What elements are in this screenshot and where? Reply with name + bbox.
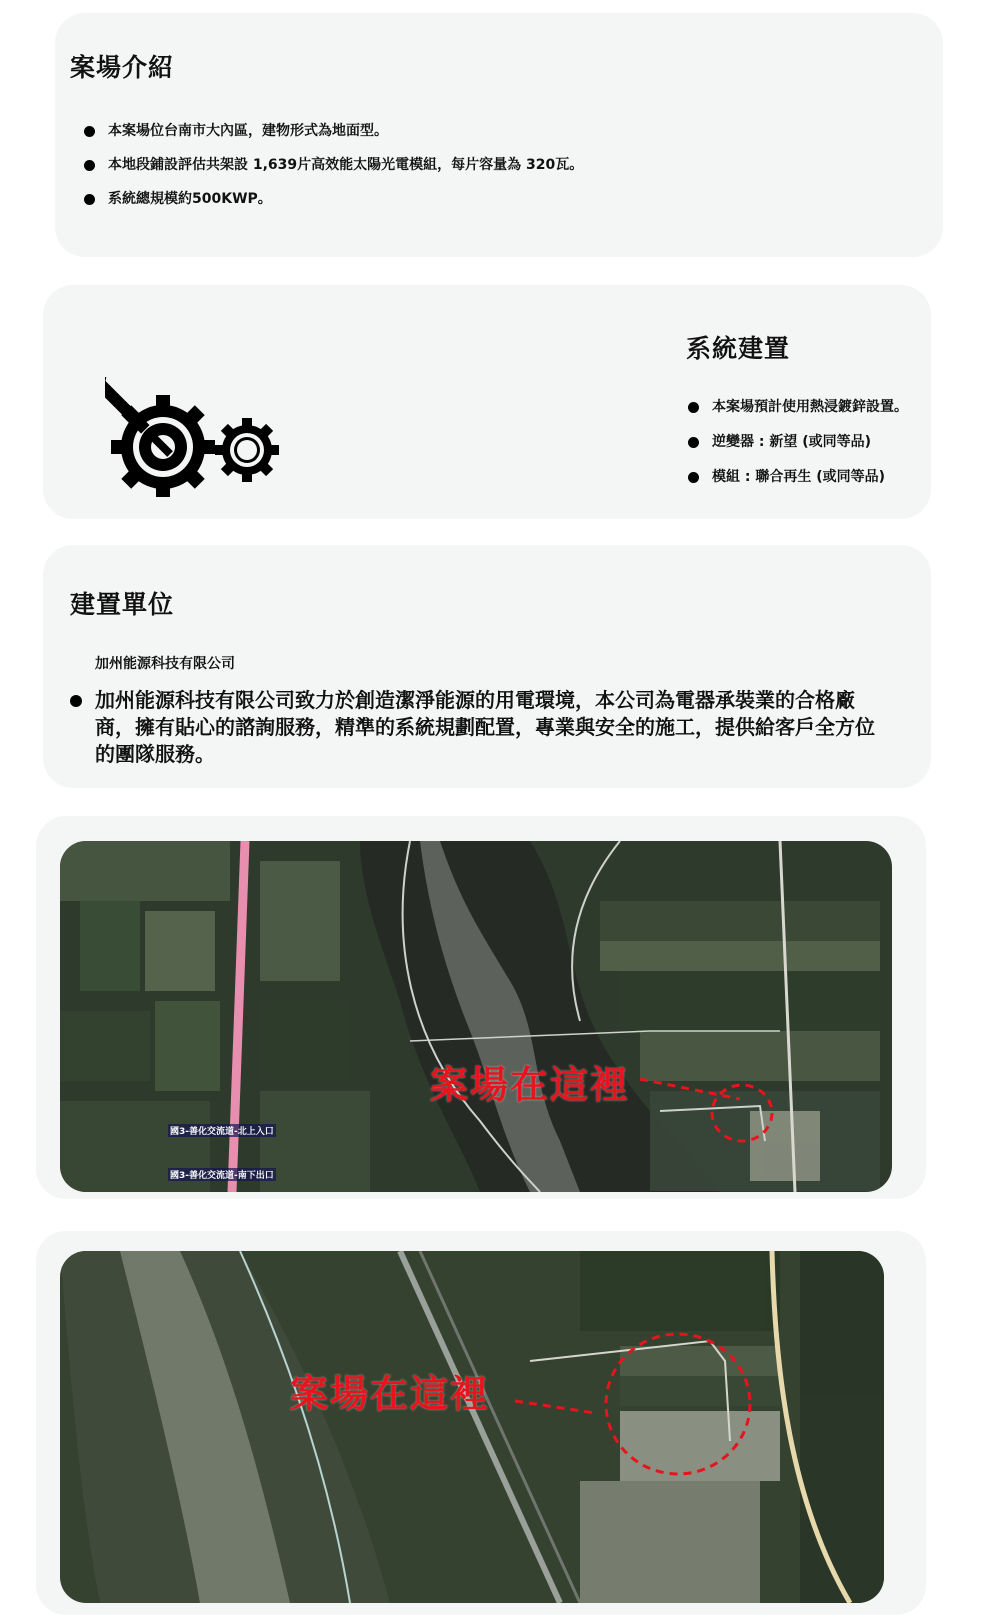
company-name: 加州能源科技有限公司 [95, 656, 235, 672]
system-title: 系統建置 [686, 334, 791, 363]
satellite-map-closeup[interactable] [60, 1251, 884, 1603]
list-item: 逆變器 : 新望 (或同等品) [688, 432, 933, 452]
intro-list [84, 121, 904, 223]
road-label: 國3-善化交流道-南下出口 [168, 1168, 276, 1181]
builder-title: 建置單位 [70, 590, 175, 619]
system-list [688, 397, 933, 502]
list-item: 加州能源科技有限公司致力於創造潔淨能源的用電環境，本公司為電器承裝業的合格廠商，擁有貼心的諮詢服務，精準的系統規劃配置，專業與安全的施工，提供給客戶全方位的團隊服務。 [70, 687, 890, 768]
builder-card [43, 545, 931, 788]
system-setup-card [43, 285, 931, 519]
list-item: 模組 : 聯合再生 (或同等品) [688, 467, 933, 487]
map-card-overview [36, 816, 926, 1199]
site-here-label: 案場在這裡 [290, 1372, 491, 1416]
project-intro-card [55, 13, 943, 257]
list-item: 本案場位台南市大內區，建物形式為地面型。 [84, 121, 904, 141]
intro-title: 案場介紹 [70, 53, 175, 82]
satellite-image [60, 841, 892, 1192]
site-here-label: 案場在這裡 [430, 1063, 631, 1107]
list-item: 系統總規模約500KWP。 [84, 189, 904, 209]
gears-wrench-icon [105, 377, 285, 497]
satellite-map-overview[interactable] [60, 841, 892, 1192]
road-label: 國3-善化交流道-北上入口 [168, 1124, 276, 1137]
map-card-closeup [36, 1231, 926, 1615]
builder-list [70, 687, 890, 768]
list-item: 本案場預計使用熱浸鍍鋅設置。 [688, 397, 933, 417]
list-item: 本地段鋪設評估共架設 1,639片高效能太陽光電模組，每片容量為 320瓦。 [84, 155, 904, 175]
satellite-image [60, 1251, 884, 1603]
